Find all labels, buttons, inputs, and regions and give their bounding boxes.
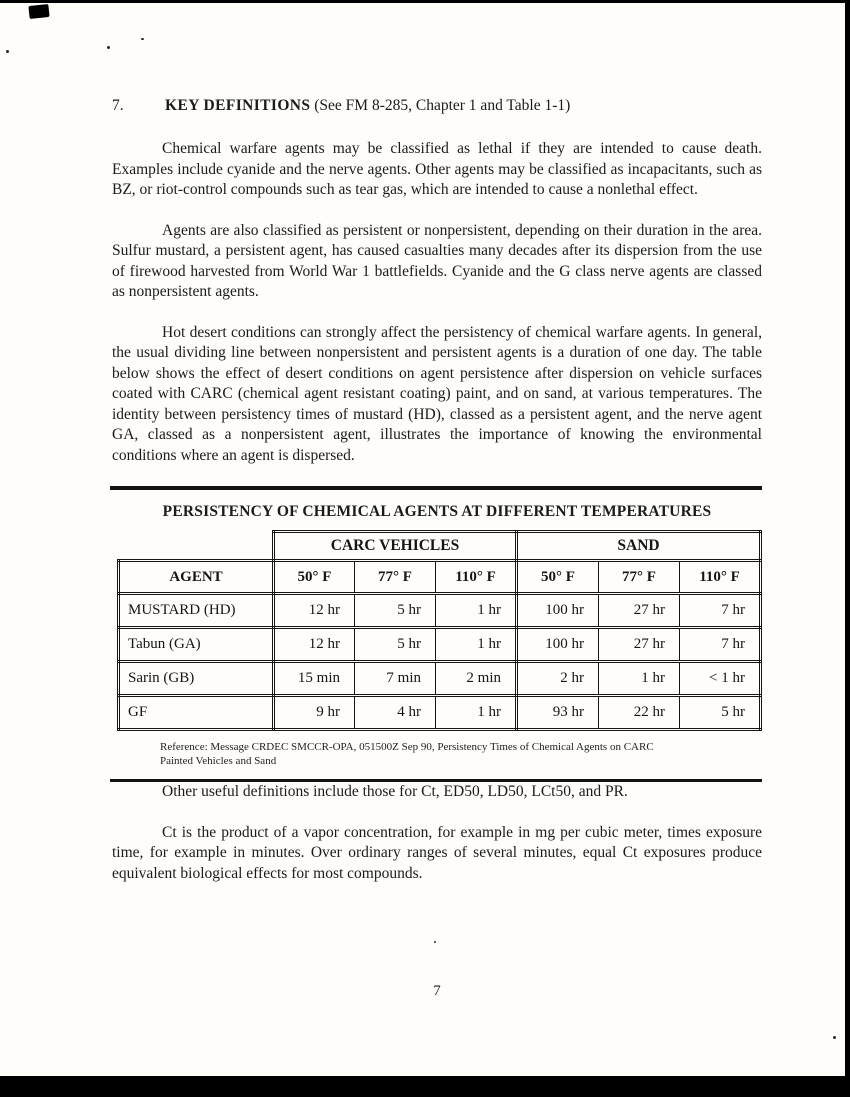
scan-speck [833, 1036, 836, 1039]
section-heading [112, 97, 762, 115]
value-cell: 27 hr [599, 628, 680, 662]
table-row-tabun [119, 628, 761, 662]
value-cell: 93 hr [517, 696, 599, 730]
scan-artifact-top-left-blob [28, 4, 49, 19]
agent-cell: MUSTARD (HD) [119, 594, 274, 628]
value-cell: 12 hr [274, 628, 355, 662]
value-cell: 100 hr [517, 628, 599, 662]
value-cell: 22 hr [599, 696, 680, 730]
scan-speck [434, 941, 436, 943]
column-header-carc-110f: 110° F [436, 561, 517, 594]
value-cell: 2 min [436, 662, 517, 696]
agent-cell: Tabun (GA) [119, 628, 274, 662]
paragraph-ct-definition: Ct is the product of a vapor concentration, for example in mg per cubic meter, times exposure time, for example in minutes. Over ordinary ranges of several minutes, equal Ct exposures produce equivalent biological effects for most compounds. [112, 823, 762, 882]
value-cell: 7 hr [680, 594, 761, 628]
value-cell: 1 hr [599, 662, 680, 696]
paragraph-lethal-classification: Chemical warfare agents may be classified as lethal if they are intended to cause death. Examples include cyanide and the nerve agents. Other agents may be classified as incapacitants, such as BZ, or riot-control compounds such as tear gas, which are intended to cause a nonlethal effect. [112, 140, 762, 198]
section-number: 7. [112, 97, 124, 114]
scan-speck [141, 38, 144, 40]
table-row-sarin [119, 662, 761, 696]
value-cell: 1 hr [436, 696, 517, 730]
column-header-carc-50f: 50° F [274, 561, 355, 594]
column-header-carc-77f: 77° F [355, 561, 436, 594]
table-reference-line2: Painted Vehicles and Sand [160, 755, 277, 767]
horizontal-rule-above-table [110, 486, 762, 490]
value-cell: 15 min [274, 662, 355, 696]
scan-artifact-right-edge [845, 0, 850, 1097]
column-header-agent: AGENT [119, 561, 274, 594]
value-cell: 9 hr [274, 696, 355, 730]
value-cell: 12 hr [274, 594, 355, 628]
column-header-sand-77f: 77° F [599, 561, 680, 594]
value-cell: 5 hr [680, 696, 761, 730]
value-cell: < 1 hr [680, 662, 761, 696]
agent-cell: Sarin (GB) [119, 662, 274, 696]
agent-cell: GF [119, 696, 274, 730]
paragraph-desert-conditions: Hot desert conditions can strongly affect the persistency of chemical warfare agents. In general, the usual dividing line between nonpersistent and persistent agents is a duration of one day. The table below shows the effect of desert conditions on agent persistence after dispersion on vehicle surfaces coated with CARC (chemical agent resistant coating) paint, and on sand, at various temperatures. The identity between persistency times of mustard (HD), classed as a persistent agent, and the nerve agent GA, classed as a nonpersistent agent, illustrates the importance of knowing the environmental conditions where an agent is dispersed. [112, 323, 762, 464]
scan-speck [6, 50, 9, 53]
value-cell: 100 hr [517, 594, 599, 628]
value-cell: 2 hr [517, 662, 599, 696]
value-cell: 7 min [355, 662, 436, 696]
table-title: PERSISTENCY OF CHEMICAL AGENTS AT DIFFERENT TEMPERATURES [162, 503, 712, 520]
value-cell: 7 hr [680, 628, 761, 662]
page-content [112, 97, 762, 904]
value-cell: 4 hr [355, 696, 436, 730]
column-header-sand-50f: 50° F [517, 561, 599, 594]
value-cell: 5 hr [355, 594, 436, 628]
table-row-mustard [119, 594, 761, 628]
table-row-gf [119, 696, 761, 730]
paragraph-persistence-classification: Agents are also classified as persistent or nonpersistent, depending on their duration in the area. Sulfur mustard, a persistent agent, has caused casualties many decades after its dispersion from the use of firewood harvested from World War 1 battlefields. Cyanide and the G class nerve agents are classed as nonpersistent agents. [112, 221, 762, 300]
group-header-carc: CARC VEHICLES [274, 532, 517, 561]
table-reference [160, 740, 740, 768]
value-cell: 1 hr [436, 594, 517, 628]
paragraph-other-definitions: Other useful definitions include those for Ct, ED50, LD50, LCt50, and PR. [162, 783, 628, 800]
value-cell: 27 hr [599, 594, 680, 628]
page-number: 7 [433, 983, 441, 999]
scan-artifact-bottom-edge [0, 1076, 850, 1097]
section-title: KEY DEFINITIONS [165, 97, 311, 114]
scan-speck [107, 46, 110, 49]
table-column-header-row [119, 561, 761, 594]
table-reference-line1: Reference: Message CRDEC SMCCR-OPA, 051500Z Sep 90, Persistency Times of Chemical Agents on CARC [160, 741, 654, 753]
value-cell: 5 hr [355, 628, 436, 662]
value-cell: 1 hr [436, 628, 517, 662]
table-group-header-row [119, 532, 761, 561]
group-header-sand: SAND [517, 532, 761, 561]
section-title-suffix: (See FM 8-285, Chapter 1 and Table 1-1) [310, 97, 571, 114]
column-header-sand-110f: 110° F [680, 561, 761, 594]
scan-artifact-top-edge [0, 0, 850, 3]
persistency-table [117, 530, 762, 731]
table-corner-spacer [119, 532, 274, 561]
